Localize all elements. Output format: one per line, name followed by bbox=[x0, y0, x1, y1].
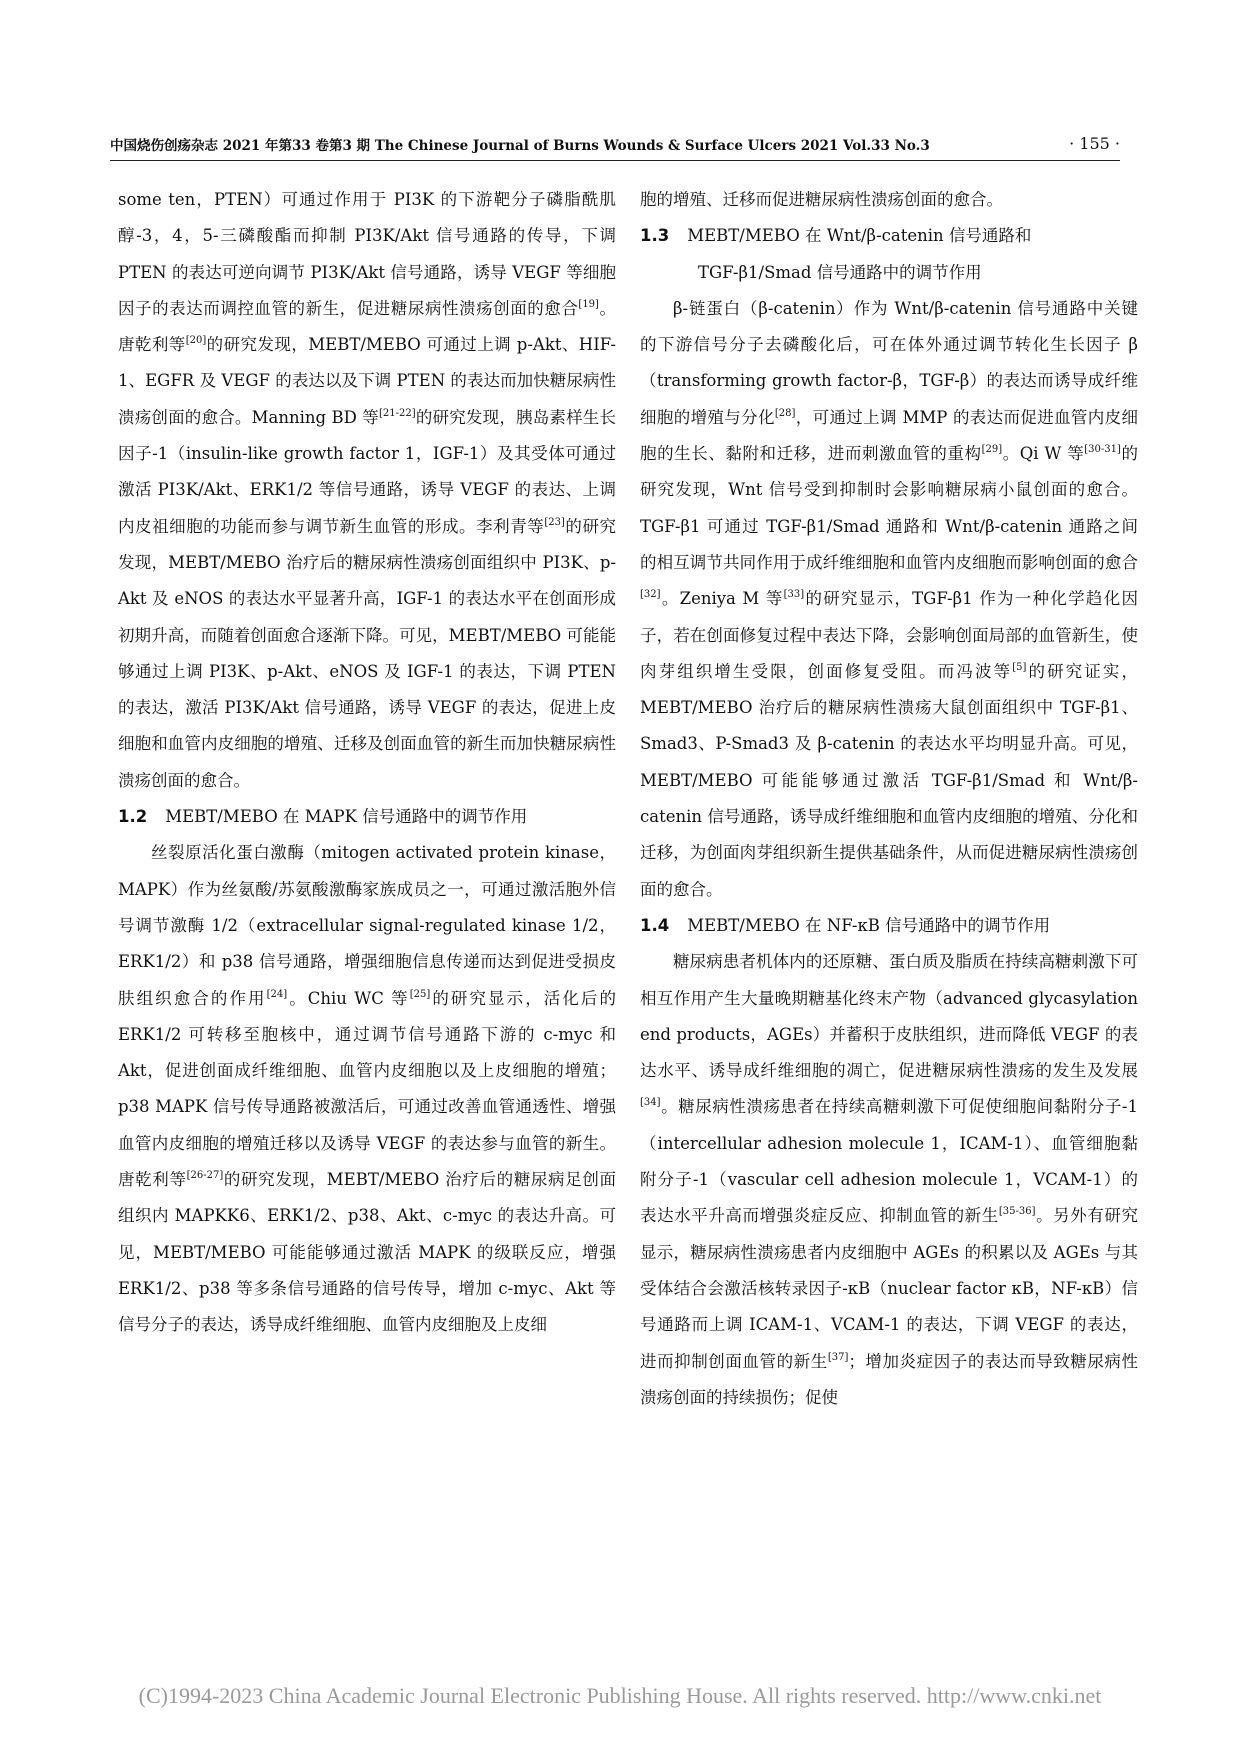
citation-5[interactable]: [5] bbox=[1012, 661, 1027, 673]
paragraph-pten: some ten，PTEN）可通过作用于 PI3K 的下游靶分子磷脂酰肌醇-3，4，5-三磷酸酯而抑制 PI3K/Akt 信号通路的传导，下调 PTEN 的表达可逆向调节 PI3K/Akt 信号通路，诱导 VEGF 等细胞因子的表达而调控血管的新生，促进糖尿病性溃疡创面的愈合[19]。唐乾利等[20]的研究发现，MEBT/MEBO 可通过上调 p-Akt、HIF-1、EGFR 及 VEGF 的表达以及下调 PTEN 的表达而加快糖尿病性溃疡创面的愈合。Manning BD 等[21-22]的研究发现，胰岛素样生长因子-1（insulin-like growth factor 1，IGF-1）及其受体可通过激活 PI3K/Akt、ERK1/2 等信号通路，诱导 VEGF 的表达、上调内皮祖细胞的功能而参与调节新生血管的形成。李利青等[23]的研究发现，MEBT/MEBO 治疗后的糖尿病性溃疡创面组织中 PI3K、p-Akt 及 eNOS 的表达水平显著升高，IGF-1 的表达水平在创面形成初期升高，而随着创面愈合逐渐下降。可见，MEBT/MEBO 可能能够通过上调 PI3K、p-Akt、eNOS 及 IGF-1 的表达，下调 PTEN 的表达，激活 PI3K/Akt 信号通路，诱导 VEGF 的表达，促进上皮细胞和血管内皮细胞的增殖、迁移及创面血管的新生而加快糖尿病性溃疡创面的愈合。 bbox=[118, 190, 617, 790]
citation-29[interactable]: [29] bbox=[981, 444, 1003, 456]
header-rule bbox=[110, 160, 1120, 161]
section-heading-1-2: 1.2 MEBT/MEBO 在 MAPK 信号通路中的调节作用 bbox=[118, 807, 528, 827]
citation-33[interactable]: [33] bbox=[783, 589, 805, 601]
right-column bbox=[640, 182, 1138, 1416]
citation-35-36[interactable]: [35-36] bbox=[998, 1206, 1036, 1218]
section-heading-1-3: 1.3 MEBT/MEBO 在 Wnt/β-catenin 信号通路和 TGF-β1/Smad 信号通路中的调节作用 bbox=[640, 226, 1032, 282]
citation-21-22[interactable]: [21-22] bbox=[378, 407, 416, 419]
paragraph-mapk: 丝裂原活化蛋白激酶（mitogen activated protein kinase，MAPK）作为丝氨酸/苏氨酸激酶家族成员之一，可通过激活胞外信号调节激酶 1/2（extracellular signal-regulated kinase 1/2，ERK1/2）和 p38 信号通路，增强细胞信息传递而达到促进受损皮肤组织愈合的作用[24]。Chiu WC 等[25]的研究显示，活化后的 ERK1/2 可转移至胞核中，通过调节信号通路下游的 c-myc 和 Akt，促进创面成纤维细胞、血管内皮细胞以及上皮细胞的增殖；p38 MAPK 信号传导通路被激活后，可通过改善血管通透性、增强血管内皮细胞的增殖迁移以及诱导 VEGF 的表达参与血管的新生。唐乾利等[26-27]的研究发现，MEBT/MEBO 治疗后的糖尿病足创面组织内 MAPKK6、ERK1/2、p38、Akt、c-myc 的表达升高。可见，MEBT/MEBO 可能能够通过激活 MAPK 的级联反应，增强 ERK1/2、p38 等多条信号通路的信号传导，增加 c-myc、Akt 等信号分子的表达，诱导成纤维细胞、血管内皮细胞及上皮细 bbox=[118, 843, 617, 1335]
citation-30-31[interactable]: [30-31] bbox=[1084, 444, 1121, 456]
paragraph-wnt: β-链蛋白（β-catenin）作为 Wnt/β-catenin 信号通路中关键的下游信号分子去磷酸化后，可在体外通过调节转化生长因子 β（transforming growth factor-β，TGF-β）的表达而诱导成纤维细胞的增殖与分化[28]，可通过上调 MMP 的表达而促进血管内皮细胞的生长、黏附和迁移，进而刺激血管的重构[29]。Qi W 等[30-31]的研究发现，Wnt 信号受到抑制时会影响糖尿病小鼠创面的愈合。TGF-β1 可通过 TGF-β1/Smad 通路和 Wnt/β-catenin 通路之间的相互调节共同作用于成纤维细胞和血管内皮细胞而影响创面的愈合[32]。Zeniya M 等[33]的研究显示，TGF-β1 作为一种化学趋化因子，若在创面修复过程中表达下降，会影响创面局部的血管新生，使肉芽组织增生受限，创面修复受阻。而冯波等[5]的研究证实，MEBT/MEBO 治疗后的糖尿病性溃疡大鼠创面组织中 TGF-β1、Smad3、P-Smad3 及 β-catenin 的表达水平均明显升高。可见，MEBT/MEBO 可能能够通过激活 TGF-β1/Smad 和 Wnt/β-catenin 信号通路，诱导成纤维细胞和血管内皮细胞的增殖、分化和迁移，为创面肉芽组织新生提供基础条件，从而促进糖尿病性溃疡创面的愈合。 bbox=[640, 298, 1139, 899]
journal-citation: 中国烧伤创疡杂志 2021 年第33 卷第3 期 The Chinese Journal of Burns Wounds & Surface Ulcers 2021 Vol.33 No.3 bbox=[110, 138, 930, 154]
citation-26-27[interactable]: [26-27] bbox=[186, 1170, 224, 1182]
running-header bbox=[110, 134, 1120, 160]
paragraph-continued: 胞的增殖、迁移而促进糖尿病性溃疡创面的愈合。 bbox=[640, 190, 1003, 209]
citation-25[interactable]: [25] bbox=[409, 988, 431, 1000]
citation-24[interactable]: [24] bbox=[266, 988, 288, 1000]
citation-32[interactable]: [32] bbox=[640, 589, 661, 601]
citation-19[interactable]: [19] bbox=[578, 298, 599, 310]
citation-28[interactable]: [28] bbox=[774, 407, 796, 419]
left-column bbox=[118, 182, 616, 1344]
section-heading-1-4: 1.4 MEBT/MEBO 在 NF-κB 信号通路中的调节作用 bbox=[640, 915, 1051, 935]
citation-23[interactable]: [23] bbox=[544, 516, 565, 528]
paragraph-nfkb: 糖尿病患者机体内的还原糖、蛋白质及脂质在持续高糖刺激下可相互作用产生大量晚期糖基化终末产物（advanced glycasylation end products，AGEs）并蓄积于皮肤组织，进而降低 VEGF 的表达水平、诱导成纤维细胞的凋亡，促进糖尿病性溃疡的发生及发展[34]。糖尿病性溃疡患者在持续高糖刺激下可促使细胞间黏附分子-1（intercellular adhesion molecule 1，ICAM-1）、血管细胞黏附分子-1（vascular cell adhesion molecule 1，VCAM-1）的表达水平升高而增强炎症反应、抑制血管的新生[35-36]。另外有研究显示，糖尿病性溃疡患者内皮细胞中 AGEs 的积累以及 AGEs 与其受体结合会激活核转录因子-κB（nuclear factor κB，NF-κB）信号通路而上调 ICAM-1、VCAM-1 的表达，下调 VEGF 的表达，进而抑制创面血管的新生[37]；增加炎症因子的表达而导致糖尿病性溃疡创面的持续损伤；促使 bbox=[640, 952, 1139, 1407]
citation-20[interactable]: [20] bbox=[185, 335, 207, 347]
citation-34[interactable]: [34] bbox=[640, 1097, 661, 1109]
page-number: · 155 · bbox=[1069, 134, 1120, 153]
citation-37[interactable]: [37] bbox=[827, 1351, 849, 1363]
copyright-footer: (C)1994-2023 China Academic Journal Electronic Publishing House. All rights reserved. http://www.cnki.net bbox=[138, 1683, 1102, 1708]
